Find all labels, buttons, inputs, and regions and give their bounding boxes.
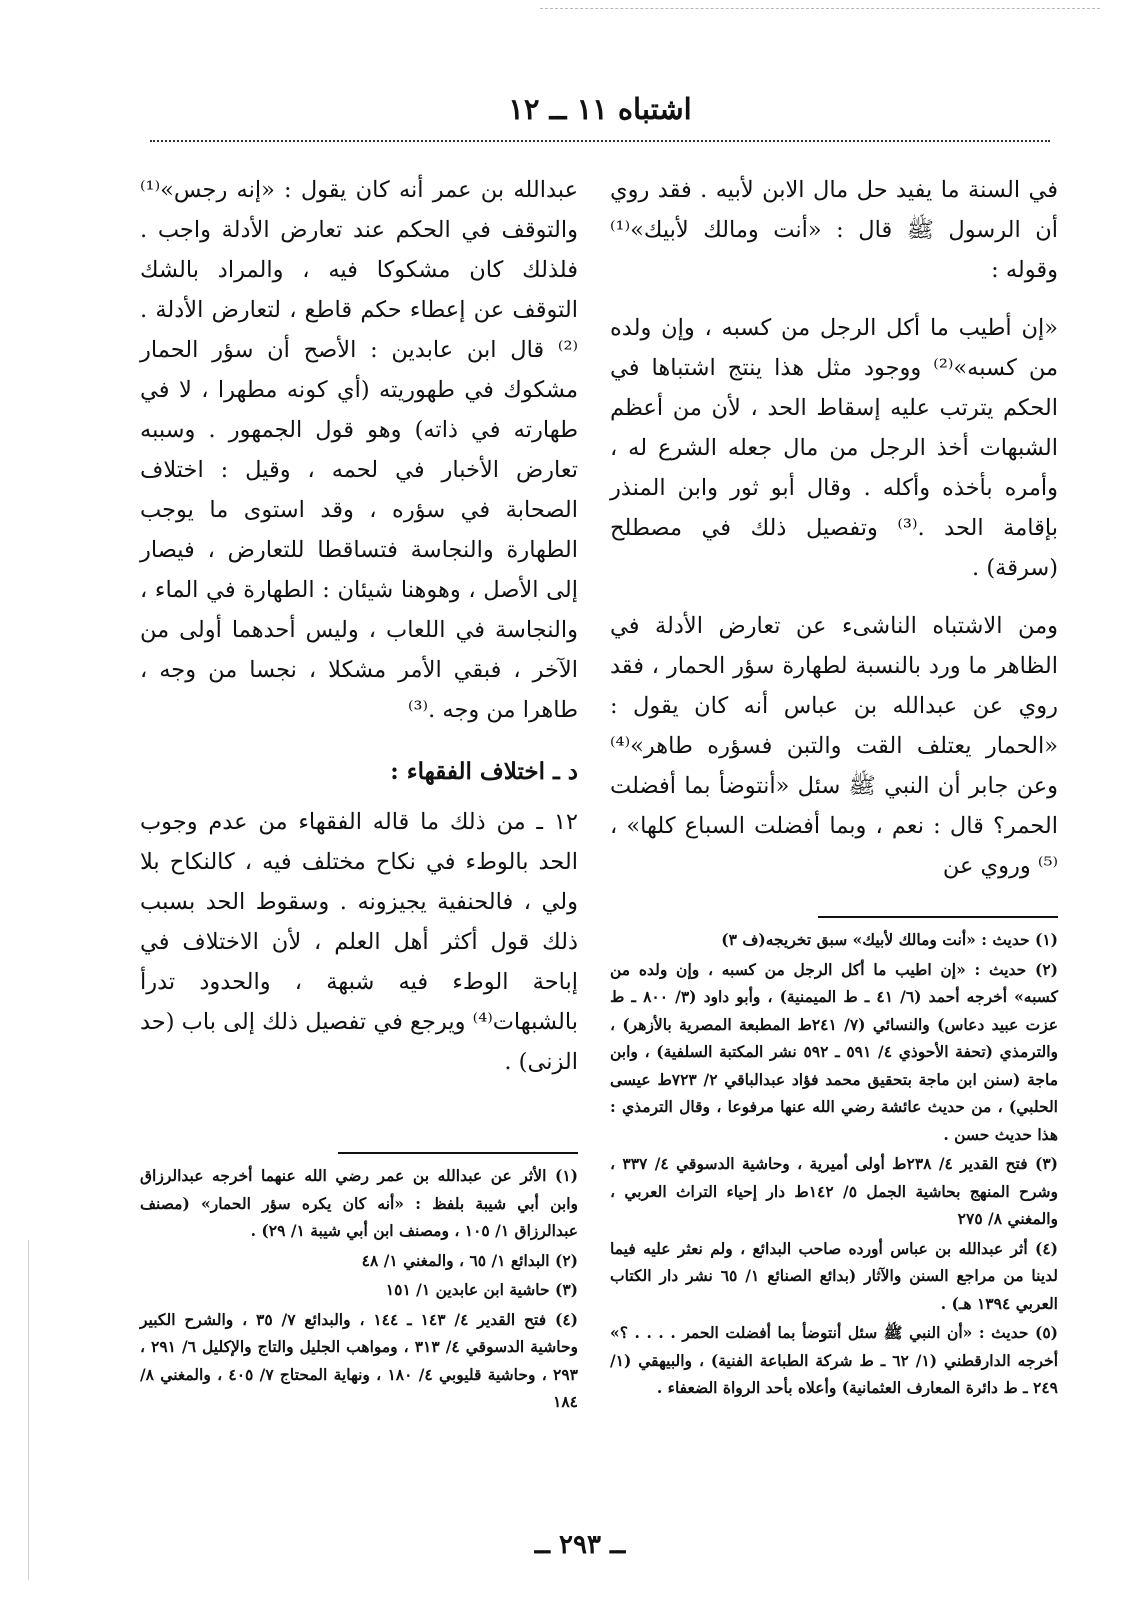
left-column-body [140, 170, 578, 1082]
left-column [140, 170, 578, 1418]
footnote: (١) حديث : «أنت ومالك لأبيك» سبق تخريجه(ف ٣) [721, 930, 1058, 949]
footnote: (١) الأثر عن عبدالله بن عمر رضي الله عنهما أخرجه عبدالرزاق وابن أبي شيبة بلفظ : «أنه كان يكره سؤر الحمار» (مصنف عبدالرزاق ١/ ١٠٥ ، ومصنف ابن أبي شيبة ١/ ٢٩) . [140, 1166, 578, 1240]
paragraph: في السنة ما يفيد حل مال الابن لأبيه . فقد روي أن الرسول ﷺ قال : «أنت ومالك لأبيك»⁽¹⁾ وقوله : [610, 177, 1058, 283]
footnote: (٢) البدائع ١/ ٦٥ ، والمغني ١/ ٤٨ [361, 1250, 578, 1270]
footnote: (٣) فتح القدير ٤/ ٢٣٨ط أولى أميرية ، وحاشية الدسوقي ٤/ ٣٣٧ ، وشرح المنهج بحاشية الجمل ٥/ ١٤٢ط دار إحياء التراث العربي ، والمغني ٨/ ٢٧٥ [610, 1154, 1058, 1228]
section-heading: د ـ اختلاف الفقهاء : [390, 758, 578, 785]
paragraph: ١٢ ـ من ذلك ما قاله الفقهاء من عدم وجوب الحد بالوطء في نكاح مختلف فيه ، كالنكاح بلا ولي ، فالحنفية يجيزونه . وسقوط الحد بسبب ذلك قول أكثر أهل العلم ، لأن الاختلاف في إباحة الوطء فيه شبهة ، والحدود تدرأ بالشبهات⁽⁴⁾ ويرجع في تفصيل ذلك إلى باب (حد الزنى) . [140, 809, 578, 1075]
page-header-title: اشتباه ١١ ــ ١٢ [508, 92, 692, 126]
paragraph: عبدالله بن عمر أنه كان يقول : «إنه رجس»⁽¹⁾ والتوقف في الحكم عند تعارض الأدلة واجب . فلذلك كان مشكوكا فيه ، والمراد بالشك التوقف عن إعطاء حكم قاطع ، لتعارض الأدلة .⁽²⁾ قال ابن عابدين : الأصح أن سؤر الحمار مشكوك في طهوريته (أي كونه مطهرا ، لا في طهارته في ذاته) وهو قول الجمهور . وسببه تعارض الأخبار في لحمه ، وقيل : اختلاف الصحابة في سؤره ، وقد استوى ما يوجب الطهارة والنجاسة فتساقطا للتعارض ، فيصار إلى الأصل ، وهوهنا شيئان : الطهارة في الماء ، والنجاسة في اللعاب ، وليس أحدهما أولى من الآخر ، فبقي الأمر مشكلا ، نجسا من وجه ، طاهرا من وجه .⁽³⁾ [140, 177, 578, 723]
left-scan-line [28, 1240, 29, 1580]
page-number: ــ ٢٩٣ ــ [534, 1530, 626, 1560]
right-column-body [610, 170, 1058, 886]
header-dotted-rule [150, 140, 1050, 142]
paragraph: ومن الاشتباه الناشىء عن تعارض الأدلة في الظاهر ما ورد بالنسبة لطهارة سؤر الحمار ، فقد روي عن عبدالله بن عباس أنه كان يقول : «الحمار يعتلف القت والتبن فسؤره طاهر»⁽⁴⁾ وعن جابر أن النبي ﷺ سئل «أنتوضأ بما أفضلت الحمر؟ قال : نعم ، وبما أفضلت السباع كلها» ،⁽⁵⁾ وروي عن [610, 613, 1058, 879]
footnote-separator [338, 1152, 578, 1154]
footnote: (٥) حديث : «أن النبي ﷺ سئل أنتوضأ بما أفضلت الحمر . . . . ؟» أخرجه الدارقطني (١/ ٦٢ ـ ط شركة الطباعة الفنية) ، والبيهقي (١/ ٢٤٩ ـ ط دائرة المعارف العثمانية) وأعلاه بأحد الرواة الضعفاء . [610, 1323, 1058, 1397]
right-column-footnotes [610, 926, 1058, 1402]
left-column-footnotes [140, 1162, 578, 1416]
top-scan-dash [540, 8, 1100, 9]
paragraph: «إن أطيب ما أكل الرجل من كسبه ، وإن ولده من كسبه»⁽²⁾ ووجود مثل هذا ينتج اشتباها في الحكم يترتب عليه إسقاط الحد ، لأن من أعظم الشبهات أخذ الرجل من مال جعله الشرع له ، وأمره بأخذه وأكله . وقال أبو ثور وابن المنذر بإقامة الحد .⁽³⁾ وتفصيل ذلك في مصطلح (سرقة) . [610, 315, 1058, 581]
footnote: (٣) حاشية ابن عابدين ١/ ١٥١ [385, 1280, 578, 1299]
footnote: (٤) أثر عبدالله بن عباس أورده صاحب البدائع ، ولم نعثر عليه فيما لدينا من مراجع السنن والآثار (بدائع الصنائع ١/ ٦٥ نشر دار الكتاب العربي ١٣٩٤ هـ) . [610, 1238, 1058, 1313]
footnote: (٢) حديث : «إن اطيب ما أكل الرجل من كسبه ، وإن ولده من كسبه» أخرجه أحمد (٦/ ٤١ ـ ط الميمنية) ، وأبو داود (٣/ ٨٠٠ ـ ط عزت عبيد دعاس) والنسائي (٧/ ٢٤١ط المطبعة المصرية بالأزهر) ، والترمذي (تحفة الأحوذي ٤/ ٥٩١ ـ ٥٩٢ نشر المكتبة السلفية) ، وابن ماجة (سنن ابن ماجة بتحقيق محمد فؤاد عبدالباقي ٢/ ٧٢٣ط عيسى الحلبي) ، من حديث عائشة رضي الله عنها مرفوعا ، وقال الترمذي : هذا حديث حسن . [610, 959, 1059, 1144]
footnote: (٤) فتح القدير ٤/ ١٤٣ ـ ١٤٤ ، والبدائع ٧/ ٣٥ ، والشرح الكبير وحاشية الدسوقي ٤/ ٣١٣ ، ومواهب الجليل والتاج والإكليل ٦/ ٢٩١ ، ٢٩٣ ، وحاشية قليوبي ٤/ ١٨٠ ، ونهاية المحتاج ٧/ ٤٠٥ ، والمغني ٨/ ١٨٤ [140, 1309, 579, 1411]
footnote-separator [818, 916, 1058, 918]
right-column [610, 170, 1058, 1404]
